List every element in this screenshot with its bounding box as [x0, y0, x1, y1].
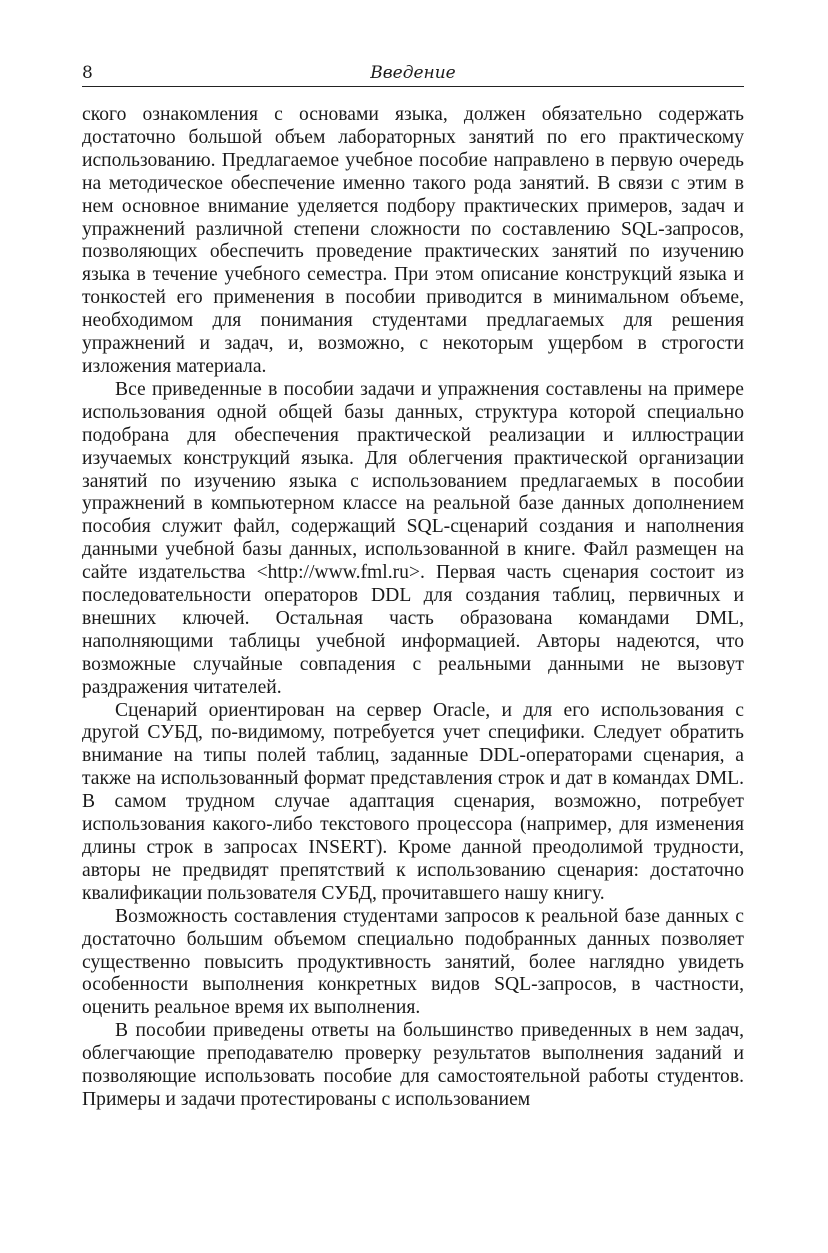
- paragraph: В пособии приведены ответы на большинство приведенных в нем задач, облегчающие преподавателю проверку результатов выполнения заданий и позволяющие использовать пособие для самостоятельной работы студентов. Примеры и задачи протестированы с использованием: [82, 1020, 744, 1110]
- paragraph: Сценарий ориентирован на сервер Oracle, и для его использования с другой СУБД, по-видимому, потребуется учет специфики. Следует обратить внимание на типы полей таблиц, заданные DDL-операторами сценария, а также на использованный формат представления строк и дат в командах DML. В самом трудном случае адаптация сценария, возможно, потребует использования какого-либо текстового процессора (например, для изменения длины строк в запросах INSERT). Кроме данной преодолимой трудности, авторы не предвидят препятствий к использованию сценария: достаточно квалификации пользователя СУБД, прочитавшего нашу книгу.: [82, 699, 744, 904]
- book-page: [82, 60, 744, 1112]
- body-text: [82, 104, 744, 1112]
- paragraph-continued: ского ознакомления с основами языка, должен обязательно содержать достаточно большой объем лабораторных занятий по его практическому использованию. Предлагаемое учебное пособие направлено в первую очередь на методическое обеспечение именно такого рода занятий. В связи с этим в нем основное внимание уделяется подбору практических примеров, задач и упражнений различной степени сложности по составлению SQL-запросов, позволяющих обеспечить проведение практических занятий по изучению языка в течение учебного семестра. При этом описание конструкций языка и тонкостей его применения в пособии приводится в минимальном объеме, необходимом для понимания студентами предлагаемых для решения упражнений и задач, и, возможно, с некоторым ущербом в строгости изложения материала.: [82, 104, 744, 377]
- page-number: 8: [82, 63, 93, 83]
- running-head: [82, 60, 744, 87]
- paragraph: Возможность составления студентами запросов к реальной базе данных с достаточно большим объемом специально подобранных данных позволяет существенно повысить продуктивность занятий, более наглядно увидеть особенности выполнения конкретных видов SQL-запросов, в частности, оценить реальное время их выполнения.: [82, 905, 744, 1019]
- section-title: Введение: [370, 63, 456, 83]
- paragraph: Все приведенные в пособии задачи и упражнения составлены на примере использования одной общей базы данных, структура которой специально подобрана для обеспечения практической реализации и иллюстрации изучаемых конструкций языка. Для облегчения практической организации занятий по изучению языка с использованием предлагаемых в пособии упражнений в компьютерном классе на реальной базе данных дополнением пособия служит файл, содержащий SQL-сценарий создания и наполнения данными учебной базы данных, использованной в книге. Файл размещен на сайте издательства <http://www.fml.ru>. Первая часть сценария состоит из последовательности операторов DDL для создания таблиц, первичных и внешних ключей. Остальная часть образована командами DML, наполняющими таблицы учебной информацией. Авторы надеются, что возможные случайные совпадения с реальными данными не вызовут раздражения читателей.: [82, 378, 744, 698]
